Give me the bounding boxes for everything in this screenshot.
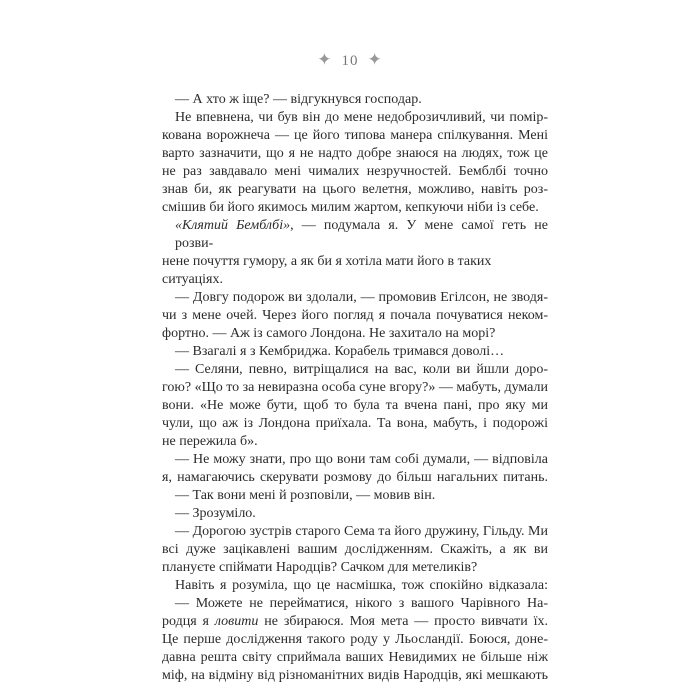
text-line (162, 523, 548, 541)
text-segment: не раз завдавало мені чималих незручностей. Бемблбі точно (162, 164, 548, 179)
text-line (162, 145, 548, 163)
text-line (162, 433, 548, 451)
text-line (162, 649, 548, 667)
italic-text: ловити (214, 614, 259, 629)
text-segment: чули, що аж із Лондона приїхала. Та вона, мабуть, і подорожі (162, 416, 548, 431)
text-segment: міф, на відміну від різноманітних видів Народців, які мешкають (162, 668, 548, 683)
text-segment: гою? «Що то за невиразна особа суне вгору?» — мабуть, думали (162, 380, 548, 395)
text-line (162, 289, 548, 307)
text-segment: давна решта світу сприймала ваших Невидимих не більше ніж (162, 650, 548, 665)
text-segment: не збираюся. Моя мета — просто вивчати їх. (258, 614, 549, 629)
text-line (162, 595, 548, 613)
text-segment: — Можете не перейматися, нікого з вашого Чарівного На- (175, 596, 548, 611)
text-segment: знав би, як реагувати на цього велетня, можливо, навіть роз- (162, 182, 548, 197)
text-segment: , — подумала я. У мене самої геть не розви- (175, 218, 548, 251)
text-line (162, 199, 548, 217)
text-line (162, 415, 548, 433)
text-line (162, 127, 548, 145)
text-line (162, 631, 548, 649)
text-line (162, 325, 548, 343)
text-line (162, 253, 548, 289)
star-ornament-icon: ✦ (367, 50, 383, 69)
text-segment: — А хто ж іще? — відгукнувся господар. (175, 92, 422, 107)
text-line (162, 307, 548, 325)
text-segment: нене почуття гумору, а як би я хотіла мати його в таких ситуаціях. (162, 254, 492, 287)
text-segment: вони. «Не може бути, щоб то була та вчена пані, про яку ми (162, 398, 548, 413)
text-segment: — Селяни, певно, витріщалися на вас, коли ви йшли доро- (175, 362, 548, 377)
text-line (162, 487, 548, 505)
text-segment: — Взагалі я з Кембриджа. Корабель тримався доволі… (175, 344, 505, 359)
text-segment: Не впевнена, чи був він до мене недоброзичливий, чи помір- (175, 110, 548, 125)
text-segment: — Так вони мені й розповіли, — мовив він. (175, 488, 436, 503)
text-segment: Це перше дослідження такого роду у Льосландії. Боюся, доне- (162, 632, 548, 647)
text-segment: всі дуже зацікавлені вашим дослідженням. Скажіть, а як ви (162, 542, 548, 557)
text-segment: родця я (162, 614, 215, 629)
text-line (162, 505, 548, 523)
text-line (162, 559, 548, 577)
text-segment: — Дорогою зустрів старого Сема та його дружину, Гільду. Ми (175, 524, 548, 539)
text-line (162, 397, 548, 415)
text-segment: фортно. — Аж із самого Лондона. Не захитало на морі? (162, 326, 496, 341)
text-line (162, 379, 548, 397)
text-segment: варто зазначити, що я не надто добре знаюся на людях, тож це (162, 146, 548, 161)
text-segment: Навіть я розуміла, що це насмішка, тож спокійно відказала: (175, 578, 548, 593)
text-line (162, 181, 548, 199)
italic-text: «Клятий Бемблбі» (175, 218, 291, 233)
page-header (0, 50, 700, 71)
text-segment: — Зрозуміло. (175, 506, 256, 521)
text-line (162, 343, 548, 361)
text-line (162, 577, 548, 595)
text-line (162, 91, 548, 109)
text-line (162, 361, 548, 379)
text-line (162, 613, 548, 631)
text-line (162, 163, 548, 181)
text-segment: — Не можу знати, про що вони там собі думали, — відповіла (175, 452, 548, 467)
text-line (162, 541, 548, 559)
text-line (162, 451, 548, 469)
text-line (162, 217, 548, 253)
star-ornament-icon: ✦ (317, 50, 333, 69)
text-segment: чи з мене очей. Через його погляд я почала почуватися неком- (162, 308, 548, 323)
page-number: 10 (341, 53, 359, 69)
text-line (162, 667, 548, 685)
text-segment: плануєте спіймати Народців? Сачком для метеликів? (162, 560, 478, 575)
text-segment: кована ворожнеча — це його типова манера спілкування. Мені (162, 128, 548, 143)
text-line (162, 109, 548, 127)
text-segment: я, намагаючись скерувати розмову до більш нагальних питань. (162, 470, 548, 485)
text-line (162, 469, 548, 487)
text-segment: смішив би його якимось милим жартом, кепкуючи ніби із себе. (162, 200, 539, 215)
text-segment: — Довгу подорож ви здолали, — промовив Егілсон, не зводя- (175, 290, 548, 305)
text-segment: не пережила б». (162, 434, 258, 449)
body-text (162, 91, 548, 685)
